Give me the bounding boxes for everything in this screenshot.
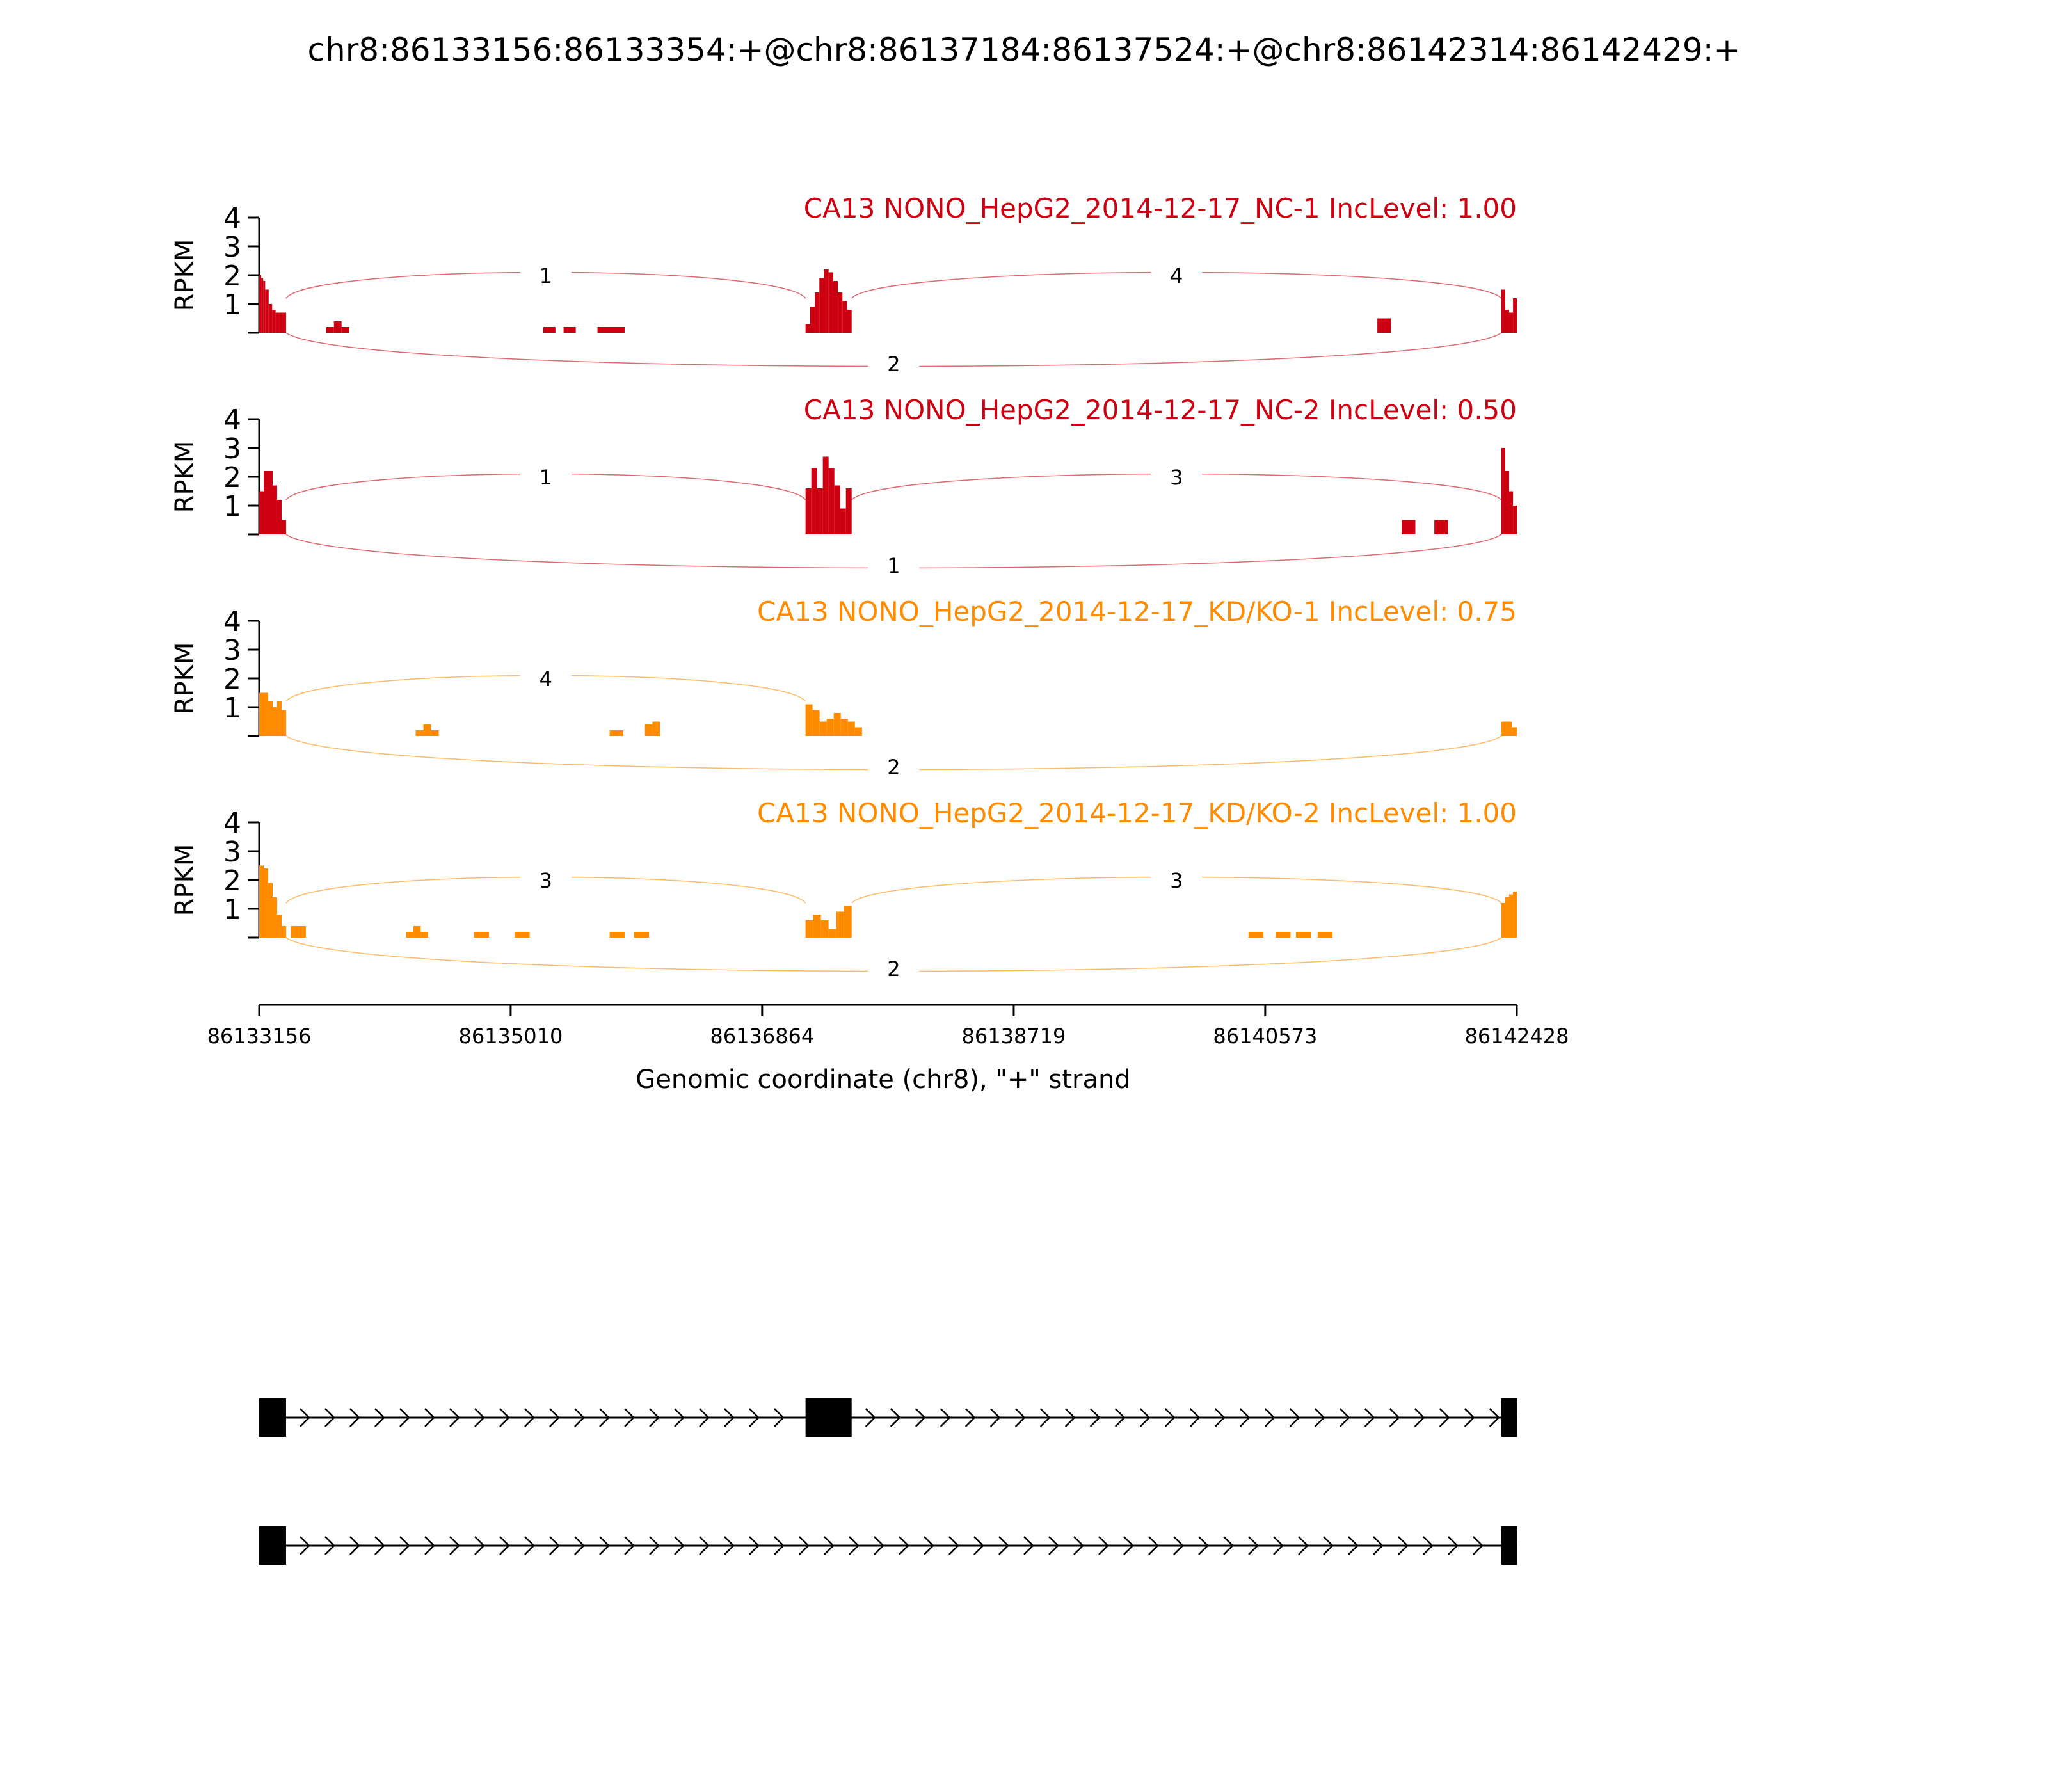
coverage-bar [474, 932, 489, 938]
coverage-bar [1501, 722, 1507, 737]
coverage-bar [1501, 290, 1505, 333]
coverage-bar [283, 313, 286, 333]
y-axis-label: RPKM [170, 440, 200, 513]
coverage-bar [1377, 319, 1391, 333]
isoform-track [259, 1526, 1517, 1565]
y-tick-label: 3 [223, 836, 241, 868]
coverage-bar [259, 275, 261, 333]
x-axis [207, 1005, 1569, 1048]
coverage-bar [277, 701, 282, 736]
y-tick-label: 4 [223, 404, 241, 436]
junction-count: 2 [887, 755, 900, 780]
coverage-bar [1509, 895, 1513, 938]
y-tick-label: 2 [223, 663, 241, 696]
sample-panel [170, 394, 1517, 579]
coverage-bar [833, 281, 838, 333]
coverage-bar [841, 719, 848, 736]
coverage-bar [610, 932, 625, 938]
y-tick-label: 1 [223, 490, 241, 523]
y-tick-label: 4 [223, 605, 241, 638]
x-tick-label: 86136864 [710, 1024, 815, 1048]
sample-label: CA13 NONO_HepG2_2014-12-17_KD/KO-1 IncLevel: 0.75 [757, 596, 1517, 627]
coverage-bar [598, 327, 625, 333]
coverage-bar [282, 926, 286, 938]
coverage-bar [645, 724, 653, 736]
coverage-bar [264, 693, 268, 737]
coverage-bar [259, 693, 264, 737]
coverage-bar [413, 926, 420, 938]
y-tick-label: 2 [223, 260, 241, 292]
coverage-bar [842, 301, 847, 333]
coverage-bar [416, 730, 424, 736]
coverage-bar [610, 730, 623, 736]
coverage-bar [261, 278, 263, 333]
coverage-bar [810, 307, 815, 333]
coverage-bar [1505, 310, 1509, 333]
isoform-track [259, 1398, 1517, 1437]
coverage-bar [834, 713, 841, 736]
junction-count: 1 [539, 465, 552, 490]
coverage-bar [431, 730, 439, 736]
coverage-bar [515, 932, 529, 938]
junction-count: 2 [887, 957, 900, 981]
coverage-bar [273, 897, 277, 938]
coverage-bar [326, 327, 334, 333]
coverage-bar [806, 920, 813, 938]
junction-count: 1 [539, 264, 552, 288]
coverage-bar [1501, 903, 1505, 938]
coverage-bar [406, 932, 413, 938]
y-axis-label: RPKM [170, 239, 200, 312]
coverage-bar [268, 701, 273, 736]
coverage-bar [1507, 722, 1512, 737]
coverage-bar [282, 710, 286, 737]
coverage-panels [170, 193, 1517, 982]
exon-block [1501, 1526, 1517, 1565]
coverage-bar [823, 457, 829, 535]
coverage-bar [813, 710, 820, 737]
coverage-bar [1501, 448, 1505, 534]
coverage-bar [334, 321, 342, 333]
y-axis-label: RPKM [170, 642, 200, 715]
exon-block [1501, 1398, 1517, 1437]
coverage-bar [824, 269, 828, 333]
x-tick-label: 86133156 [207, 1024, 312, 1048]
coverage-bar [268, 883, 273, 938]
coverage-bar [848, 722, 855, 737]
coverage-bar [272, 310, 275, 333]
coverage-bar [263, 281, 265, 333]
coverage-bar [268, 471, 273, 534]
coverage-bar [342, 327, 349, 333]
y-tick-label: 2 [223, 461, 241, 494]
junction-count: 1 [887, 554, 900, 578]
coverage-bar [812, 468, 817, 535]
x-tick-label: 86135010 [458, 1024, 563, 1048]
coverage-bar [813, 915, 821, 938]
sample-label: CA13 NONO_HepG2_2014-12-17_KD/KO-2 IncLevel: 1.00 [757, 797, 1517, 829]
sample-label: CA13 NONO_HepG2_2014-12-17_NC-1 IncLevel: 1.00 [803, 193, 1517, 224]
coverage-bar [264, 868, 268, 938]
y-tick-label: 3 [223, 433, 241, 465]
sample-panel [170, 797, 1517, 982]
coverage-bar [855, 728, 862, 737]
coverage-bar [829, 273, 833, 333]
y-tick-label: 1 [223, 893, 241, 926]
coverage-bar [1513, 298, 1517, 333]
junction-count: 3 [1170, 868, 1183, 893]
coverage-bar [1505, 897, 1509, 938]
coverage-bar [846, 488, 852, 534]
coverage-bar [1513, 892, 1517, 938]
coverage-bar [1434, 520, 1448, 535]
coverage-bar [840, 509, 846, 535]
coverage-bar [273, 486, 277, 535]
coverage-bar [835, 486, 840, 535]
coverage-bar [806, 705, 813, 737]
coverage-bar [847, 310, 851, 333]
sample-panel [170, 193, 1517, 378]
figure-title: chr8:86133156:86133354:+@chr8:86137184:86137524:+@chr8:86142314:86142429:+ [307, 31, 1741, 68]
coverage-bar [1509, 313, 1513, 333]
x-tick-label: 86142428 [1464, 1024, 1569, 1048]
y-tick-label: 1 [223, 692, 241, 724]
coverage-bar [838, 292, 842, 333]
y-tick-label: 3 [223, 231, 241, 264]
coverage-bar [273, 707, 277, 736]
coverage-bar [282, 520, 286, 535]
coverage-bar [1509, 492, 1513, 535]
coverage-bar [844, 906, 852, 938]
exon-block [806, 1398, 852, 1437]
junction-count: 3 [539, 868, 552, 893]
coverage-bar [259, 492, 264, 535]
coverage-bar [829, 929, 836, 938]
coverage-bar [265, 290, 268, 333]
isoform-tracks [259, 1398, 1517, 1565]
coverage-bar [827, 719, 834, 736]
coverage-bar [821, 920, 829, 938]
coverage-bar [1505, 471, 1509, 534]
coverage-bar [634, 932, 649, 938]
coverage-bar [819, 278, 824, 333]
x-tick-label: 86138719 [961, 1024, 1066, 1048]
coverage-bar [1276, 932, 1290, 938]
junction-count: 4 [1170, 264, 1183, 288]
coverage-bar [543, 327, 556, 333]
coverage-bar [279, 313, 282, 333]
coverage-bar [264, 471, 268, 534]
coverage-bar [1296, 932, 1311, 938]
coverage-bar [277, 915, 282, 938]
coverage-bar [1513, 506, 1517, 534]
coverage-bar [829, 468, 835, 535]
y-tick-label: 1 [223, 289, 241, 321]
coverage-bar [820, 722, 827, 737]
sample-label: CA13 NONO_HepG2_2014-12-17_NC-2 IncLevel: 0.50 [803, 394, 1517, 426]
coverage-bar [817, 488, 823, 534]
coverage-bar [291, 926, 306, 938]
coverage-bar [277, 500, 282, 534]
exon-block [259, 1526, 286, 1565]
junction-count: 2 [887, 352, 900, 376]
coverage-bar [836, 912, 844, 938]
x-tick-label: 86140573 [1213, 1024, 1318, 1048]
coverage-bar [259, 866, 264, 938]
y-tick-label: 3 [223, 634, 241, 667]
coverage-bar [276, 313, 279, 333]
coverage-bar [1249, 932, 1263, 938]
coverage-bar [269, 304, 272, 333]
y-tick-label: 2 [223, 865, 241, 897]
y-tick-label: 4 [223, 202, 241, 235]
coverage-bar [564, 327, 576, 333]
coverage-bar [815, 292, 819, 333]
coverage-bar [420, 932, 428, 938]
y-tick-label: 4 [223, 807, 241, 840]
coverage-bar [1402, 520, 1415, 535]
y-axis-label: RPKM [170, 844, 200, 916]
exon-block [259, 1398, 286, 1437]
sample-panel [170, 596, 1517, 781]
coverage-bar [1318, 932, 1332, 938]
junction-count: 3 [1170, 465, 1183, 490]
coverage-bar [424, 724, 431, 736]
coverage-bar [806, 324, 810, 333]
coverage-bar [1512, 728, 1517, 737]
junction-count: 4 [539, 667, 552, 691]
coverage-bar [652, 722, 660, 737]
coverage-bar [806, 488, 812, 534]
x-axis-label: Genomic coordinate (chr8), "+" strand [636, 1065, 1131, 1094]
